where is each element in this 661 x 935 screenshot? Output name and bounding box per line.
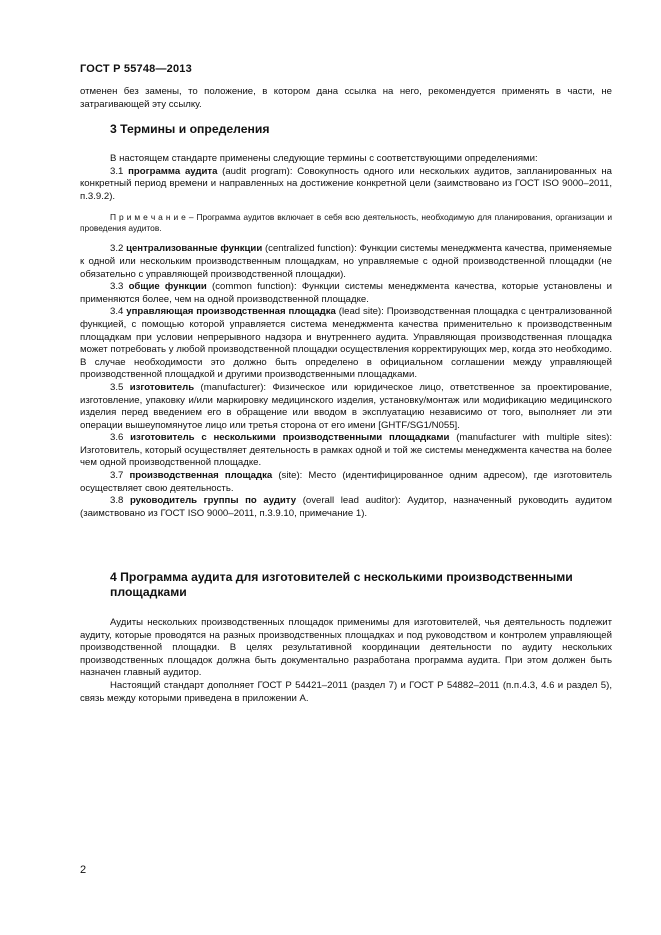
term-3-8 xyxy=(80,495,612,520)
section-3-title: 3 Термины и определения xyxy=(110,122,270,136)
section-3-heading xyxy=(110,122,610,137)
intro-paragraph xyxy=(80,86,612,111)
term-number: 3.6 xyxy=(110,432,124,444)
section-4-title: 4 Программа аудита для изготовителей с несколькими производственными площадками xyxy=(110,570,573,599)
note-label: П р и м е ч а н и е xyxy=(110,212,186,223)
section-4-paragraph-1: Аудиты нескольких производственных площадок применимы для изготовителей, чья деятельность подлежит аудиту, которые проводятся на разных производственных площадках и под руководством и контролем управляющей производственной площадки. В целях результативной координации деятельности по аудиту нескольких производственных площадок должна быть документально разработана программа аудита. При этом должен быть назначен главный аудитор. xyxy=(80,617,612,679)
term-name: изготовитель xyxy=(129,381,195,393)
intro-text: отменен без замены, то положение, в котором дана ссылка на него, рекомендуется применять в части, не затрагивающей эту ссылку. xyxy=(80,86,612,110)
term-3-1 xyxy=(80,166,612,204)
section-4-body xyxy=(80,617,612,705)
note-3-1 xyxy=(80,212,612,234)
term-3-6 xyxy=(80,432,612,470)
term-definition: (overall lead auditor): Аудитор, назначенный руководить аудитом (заимствовано из ГОСТ ISO 9000–2011, п.3.9.10, примечание 1). xyxy=(80,495,612,519)
page-number: 2 xyxy=(80,864,87,876)
term-number: 3.5 xyxy=(110,381,124,393)
term-definition: (centralized function): Функции системы менеджмента качества, применяемые к одной или нескольким производственным площадкам, но управляемые с одной производственной площадки (не обязательно с управляющей производственной площадки). xyxy=(80,243,612,280)
term-definition: (audit program): Совокупность одного или нескольких аудитов, запланированных на конкретный период времени и направленных на достижение конкретной цели (заимствовано из ГОСТ ISO 9000–2011, п.3.9.2). xyxy=(80,165,612,202)
term-name: производственная площадка xyxy=(129,470,273,482)
term-number: 3.4 xyxy=(110,306,124,318)
term-3-4 xyxy=(80,306,612,382)
section-4-heading xyxy=(110,570,610,600)
term-3-7 xyxy=(80,470,612,495)
term-definition: (manufacturer with multiple sites): Изготовитель, который осуществляет деятельность в рамках одной и той же системы менеджмента качества на более чем одной производственной площадке. xyxy=(80,432,613,469)
term-3-2 xyxy=(80,243,612,281)
term-name: программа аудита xyxy=(128,165,218,177)
term-definition: (lead site): Производственная площадка с централизованной функцией, с помощью которой управляется система менеджмента качества применительно к производственным площадкам при условии непрерывного надзора и внутреннего аудита. Управляющая производственная площадка может потребовать у любой производственной площадки осуществления корректирующих мер, когда это необходимо. В случае необходимости это должно быть определено в официальном соглашении между управляющей производственной площадкой и другими производственными площадками. xyxy=(80,306,612,381)
section-3-body xyxy=(80,153,612,520)
term-definition: (common function): Функции системы менеджмента качества, которые установлены и применяются более, чем на одной производственной площадке. xyxy=(80,281,612,305)
term-number: 3.7 xyxy=(110,470,124,482)
term-number: 3.8 xyxy=(110,495,124,507)
term-3-5 xyxy=(80,382,612,432)
term-name: изготовитель с несколькими производственными площадками xyxy=(130,432,450,444)
term-name: общие функции xyxy=(128,281,207,293)
term-name: управляющая производственная площадка xyxy=(126,306,336,318)
term-number: 3.1 xyxy=(110,165,124,177)
term-name: руководитель группы по аудиту xyxy=(129,495,297,507)
term-definition: (site): Место (идентифицированное одним адресом), где изготовитель осуществляет свою деятельность. xyxy=(80,470,612,494)
term-3-3 xyxy=(80,281,612,306)
term-definition: (manufacturer): Физическое или юридическое лицо, ответственное за проектирование, изготовление, упаковку и/или маркировку медицинского изделия, установку/монтаж или модификацию медицинского изделия перед введением его в обращение или вводом в эксплуатацию независимо от того, выполняет ли эти операции вышеупомянутое лицо или третья сторона от его имени [GHTF/SG1/N055]. xyxy=(80,381,613,431)
section-4-paragraph-2: Настоящий стандарт дополняет ГОСТ Р 54421–2011 (раздел 7) и ГОСТ Р 54882–2011 (п.п.4.3, 4.6 и раздел 5), связь между которыми приведена в приложении А. xyxy=(80,679,612,704)
term-number: 3.3 xyxy=(110,281,124,293)
note-text: – Программа аудитов включает в себя всю деятельность, необходимую для планирования, организации и проведения аудитов. xyxy=(80,212,613,234)
term-number: 3.2 xyxy=(110,243,124,255)
term-name: централизованные функции xyxy=(126,243,263,255)
document-header: ГОСТ Р 55748—2013 xyxy=(80,63,192,75)
section-3-lead: В настоящем стандарте применены следующие термины с соответствующими определениями: xyxy=(110,153,538,164)
